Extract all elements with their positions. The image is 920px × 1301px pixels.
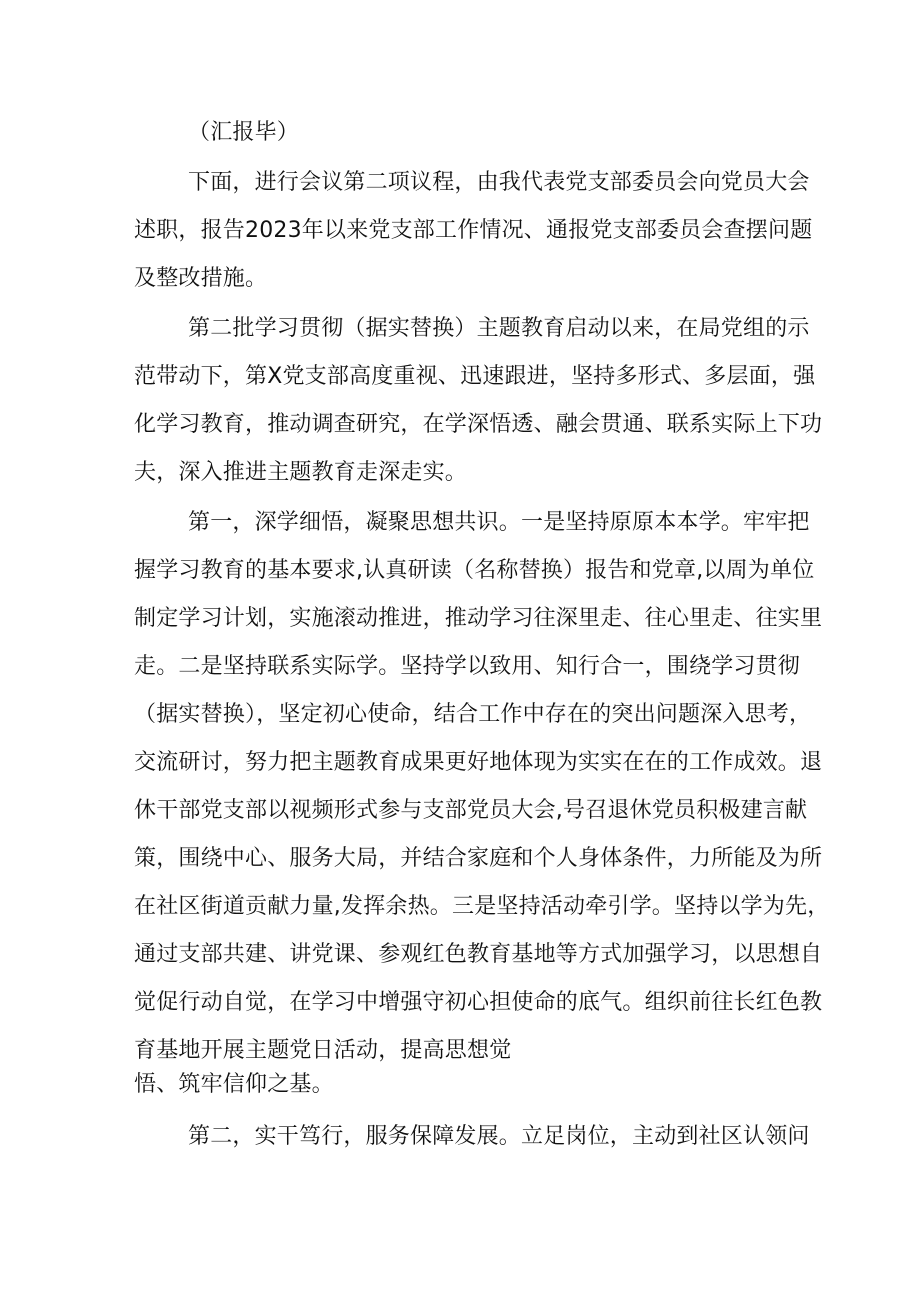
text-line-17: 在社区街道贡献力量,发挥余热。三是坚持活动牵引学。坚持以学为先， bbox=[134, 894, 830, 919]
text-line-20: 育基地开展主题党日活动，提高思想觉 bbox=[134, 1038, 512, 1063]
text-line-1: （汇报毕） bbox=[188, 120, 300, 145]
text-line-8: 夫，深入推进主题教育走深走实。 bbox=[134, 460, 468, 485]
text-line-22: 第二，实干笃行，服务保障发展。立足岗位，主动到社区认领问 bbox=[188, 1124, 810, 1149]
text-line-6: 范带动下，第X党支部高度重视、迅速跟进，坚持多形式、多层面，强 bbox=[134, 364, 816, 389]
text-line-11: 制定学习计划，实施滚动推进，推动学习往深里走、往心里走、往实里 bbox=[134, 606, 823, 631]
text-line-4: 及整改措施。 bbox=[134, 266, 268, 291]
text-line-3: 述职，报告2023年以来党支部工作情况、通报党支部委员会查摆问题 bbox=[134, 218, 813, 243]
text-line-18: 通过支部共建、讲党课、参观红色教育基地等方式加强学习，以思想自 bbox=[134, 942, 823, 967]
text-line-2: 下面，进行会议第二项议程，由我代表党支部委员会向党员大会 bbox=[188, 170, 810, 195]
text-line-16: 策，围绕中心、服务大局，并结合家庭和个人身体条件，力所能及为所 bbox=[134, 846, 823, 871]
text-line-21: 悟、筑牢信仰之基。 bbox=[134, 1072, 334, 1097]
text-line-5: 第二批学习贯彻（据实替换）主题教育启动以来，在局党组的示 bbox=[188, 316, 810, 341]
text-line-9: 第一，深学细悟，凝聚思想共识。一是坚持原原本本学。牢牢把 bbox=[188, 510, 810, 535]
text-line-10: 握学习教育的基本要求,认真研读（名称替换）报告和党章,以周为单位 bbox=[134, 558, 815, 583]
text-line-7: 化学习教育，推动调查研究，在学深悟透、融会贯通、联系实际上下功 bbox=[134, 412, 823, 437]
text-line-19: 觉促行动自觉，在学习中增强守初心担使命的底气。组织前往长红色教 bbox=[134, 990, 823, 1015]
text-line-14: 交流研讨，努力把主题教育成果更好地体现为实实在在的工作成效。退 bbox=[134, 750, 823, 775]
text-line-15: 休干部党支部以视频形式参与支部党员大会,号召退休党员积极建言献 bbox=[134, 798, 808, 823]
text-line-13: （据实替换），坚定初心使命，结合工作中存在的突出问题深入思考， bbox=[134, 702, 812, 727]
text-line-12: 走。二是坚持联系实际学。坚持学以致用、知行合一，围绕学习贯彻 bbox=[134, 654, 801, 679]
